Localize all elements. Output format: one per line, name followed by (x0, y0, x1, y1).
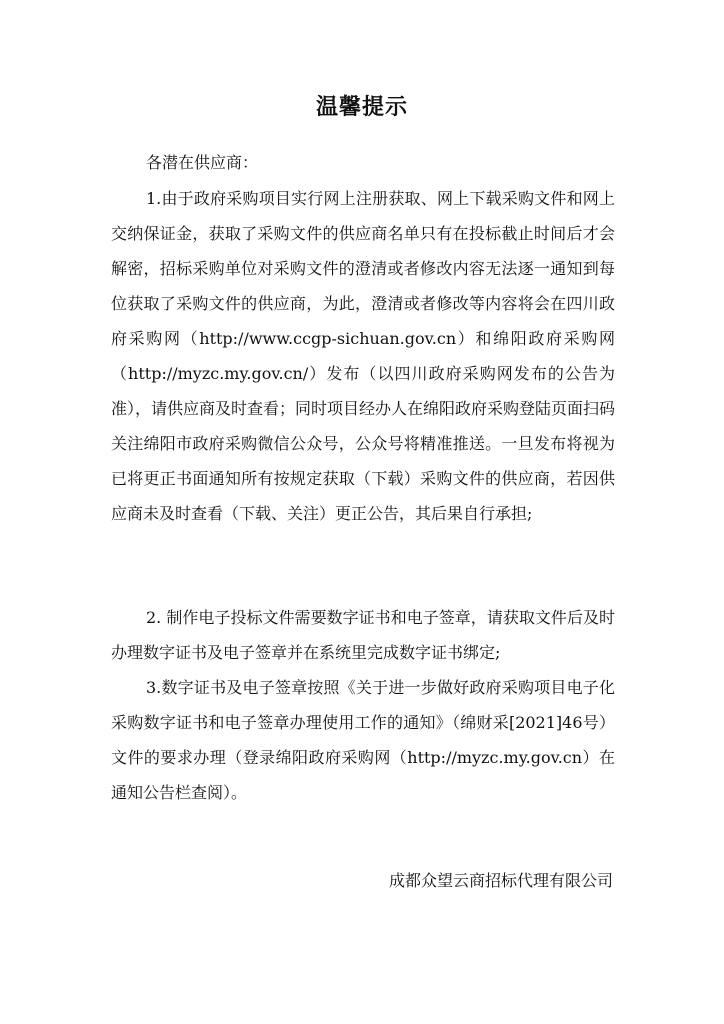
paragraph-3: 3.数字证书及电子签章按照《关于进一步做好政府采购项目电子化采购数字证书和电子签章办理使用工作的通知》（绵财采[2021]46号）文件的要求办理（登录绵阳政府采购网（http://myzc.my.gov.cn）在通知公告栏查阅）。 (111, 678, 615, 802)
salutation: 各潜在供应商： (146, 153, 259, 172)
document-title: 温馨提示 (315, 95, 408, 120)
paragraph-1: 1.由于政府采购项目实行网上注册获取、网上下载采购文件和网上交纳保证金，获取了采购文件的供应商名单只有在投标截止时间后才会解密，招标采购单位对采购文件的澄清或者修改内容无法逐一通知到每位获取了采购文件的供应商，为此，澄清或者修改等内容将会在四川政府采购网（http://www.ccgp-sichuan.gov.cn）和绵阳政府采购网（http://myzc.my.gov.cn/）发布（以四川政府采购网发布的公告为准），请供应商及时查看；同时项目经办人在绵阳政府采购登陆页面扫码关注绵阳市政府采购微信公众号，公众号将精准推送。一旦发布将视为已将更正书面通知所有按规定获取（下载）采购文件的供应商，若因供应商未及时查看（下载、关注）更正公告，其后果自行承担; (111, 189, 616, 523)
paragraph-2: 2. 制作电子投标文件需要数字证书和电子签章，请获取文件后及时办理数字证书及电子签章并在系统里完成数字证书绑定; (111, 608, 615, 662)
signature-company: 成都众望云商招标代理有限公司 (388, 871, 613, 890)
